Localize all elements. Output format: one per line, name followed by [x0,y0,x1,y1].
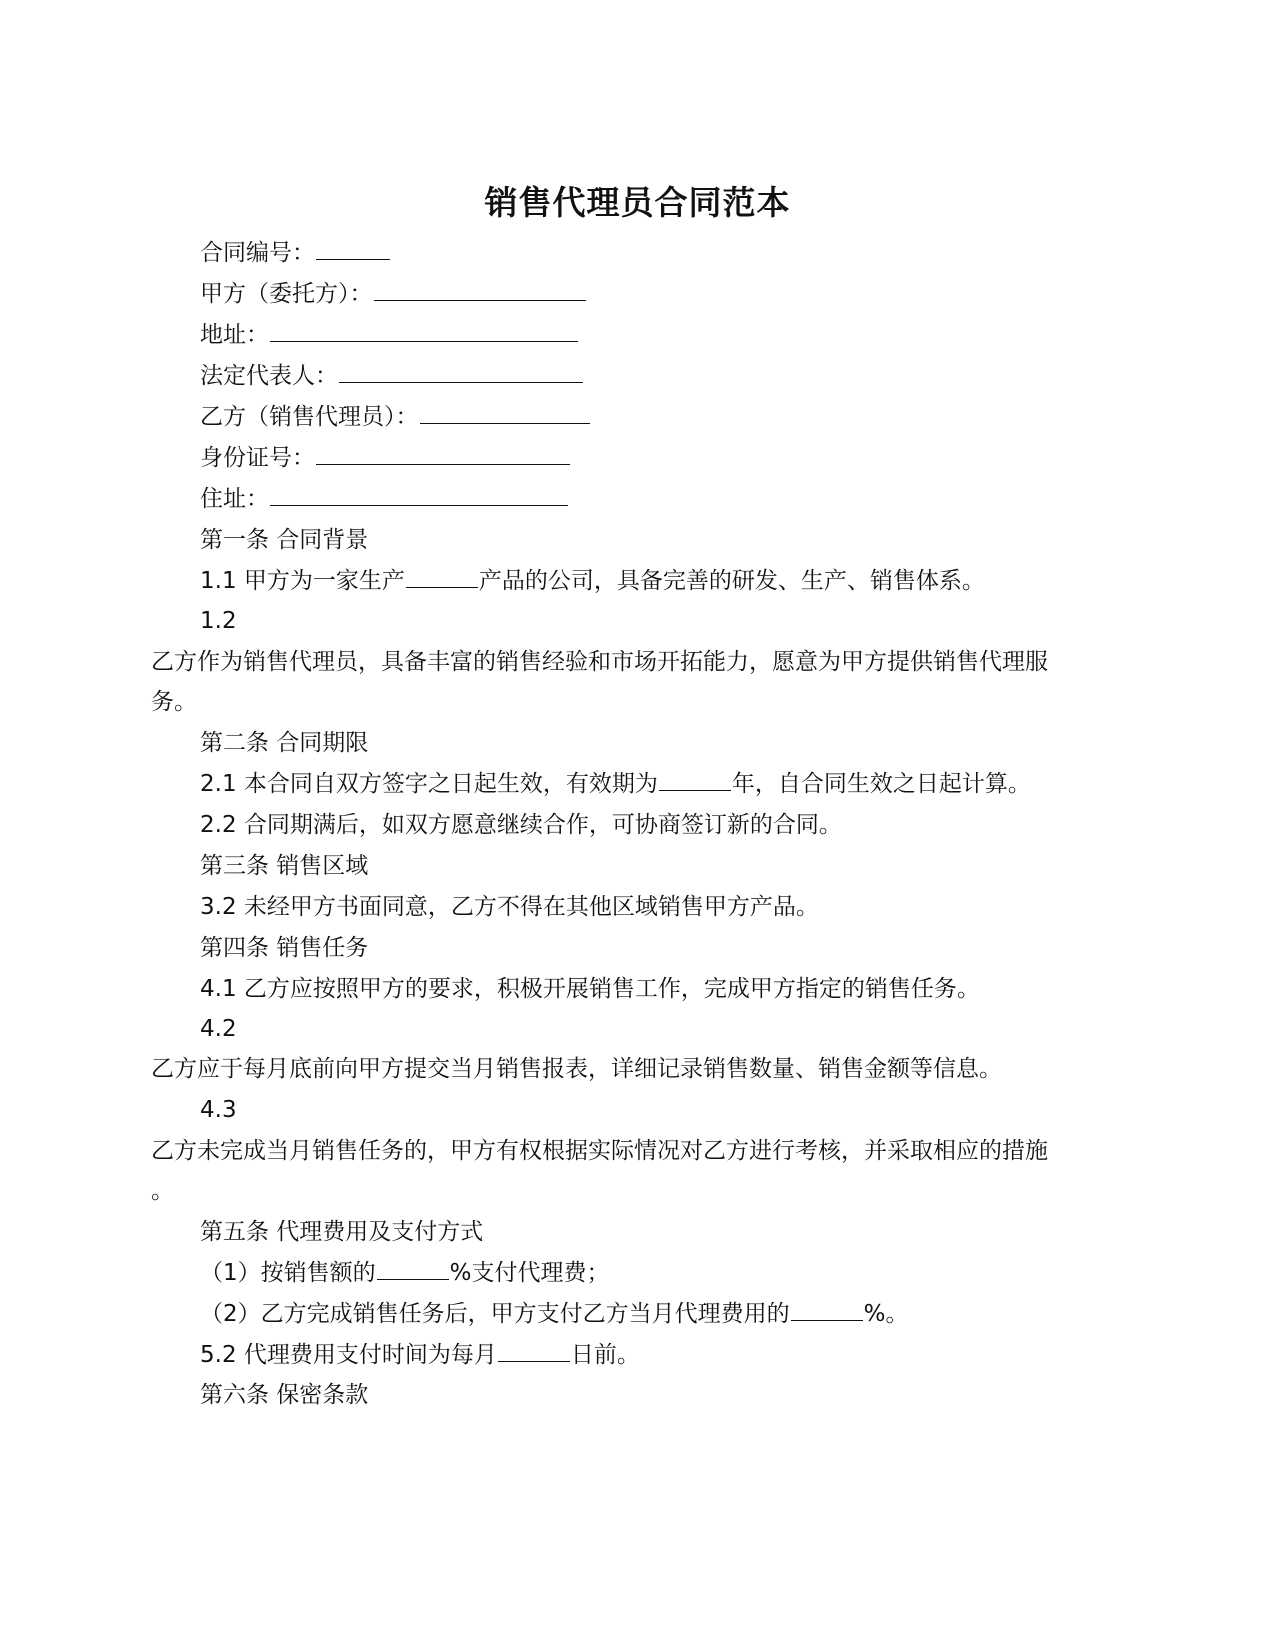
clause-text: %。 [863,1301,909,1327]
fill-blank[interactable] [406,565,478,588]
clause-1-2-text-continued: 务。 [151,689,197,715]
clause-4-3-number: 4.3 [200,1097,237,1123]
field-party-a [200,277,587,311]
field-label: 合同编号： [200,240,315,266]
clause-4-2-text: 乙方应于每月底前向甲方提交当月销售报表，详细记录销售数量、销售金额等信息。 [151,1056,1002,1082]
article-2-heading: 第二条 合同期限 [200,730,369,756]
clause-text: 产品的公司，具备完善的研发、生产、销售体系。 [478,568,985,594]
field-contract-number [200,236,391,270]
field-label: 住址： [200,486,269,512]
field-label: 地址： [200,322,269,348]
clause-text: 1.1 甲方为一家生产 [200,568,405,594]
clause-text: %支付代理费； [449,1260,610,1286]
clause-4-1: 4.1 乙方应按照甲方的要求，积极开展销售工作，完成甲方指定的销售任务。 [200,976,980,1002]
article-1-heading: 第一条 合同背景 [200,527,369,553]
clause-text: 5.2 代理费用支付时间为每月 [200,1342,497,1368]
field-label: 乙方（销售代理员）： [200,404,419,430]
fill-blank[interactable] [316,442,570,465]
fill-blank[interactable] [270,483,568,506]
clause-text: （1）按销售额的 [200,1260,376,1286]
fill-blank[interactable] [374,278,586,301]
clause-1-1 [200,564,985,598]
field-id-number [200,441,571,475]
clause-5-item-2 [200,1297,909,1331]
article-3-heading: 第三条 销售区域 [200,853,369,879]
clause-text: 2.1 本合同自双方签字之日起生效，有效期为 [200,771,658,797]
clause-3-2: 3.2 未经甲方书面同意，乙方不得在其他区域销售甲方产品。 [200,894,819,920]
article-6-heading: 第六条 保密条款 [200,1382,369,1408]
clause-1-2-number: 1.2 [200,608,237,634]
field-party-b-address [200,482,569,516]
field-label: 身份证号： [200,445,315,471]
fill-blank[interactable] [420,401,590,424]
article-5-heading: 第五条 代理费用及支付方式 [200,1219,484,1245]
field-label: 法定代表人： [200,363,338,389]
fill-blank[interactable] [791,1298,863,1321]
document-title: 销售代理员合同范本 [484,183,791,222]
clause-4-2-number: 4.2 [200,1016,237,1042]
field-legal-representative [200,359,584,393]
clause-5-2 [200,1338,640,1372]
fill-blank[interactable] [659,768,731,791]
clause-text: 日前。 [570,1342,640,1368]
clause-2-1 [200,767,1031,801]
clause-4-3-text-continued: 。 [151,1178,174,1204]
field-label: 甲方（委托方）： [200,281,373,307]
clause-text: （2）乙方完成销售任务后，甲方支付乙方当月代理费用的 [200,1301,790,1327]
clause-2-2: 2.2 合同期满后，如双方愿意继续合作，可协商签订新的合同。 [200,812,842,838]
fill-blank[interactable] [316,237,390,260]
clause-text: 年，自合同生效之日起计算。 [731,771,1031,797]
article-4-heading: 第四条 销售任务 [200,935,369,961]
clause-1-2-text: 乙方作为销售代理员，具备丰富的销售经验和市场开拓能力，愿意为甲方提供销售代理服 [151,649,1048,675]
clause-4-3-text: 乙方未完成当月销售任务的，甲方有权根据实际情况对乙方进行考核，并采取相应的措施 [151,1138,1048,1164]
fill-blank[interactable] [339,360,583,383]
field-party-b [200,400,591,434]
clause-5-item-1 [200,1256,610,1290]
field-party-a-address [200,318,579,352]
fill-blank[interactable] [377,1257,449,1280]
fill-blank[interactable] [498,1339,570,1362]
fill-blank[interactable] [270,319,578,342]
